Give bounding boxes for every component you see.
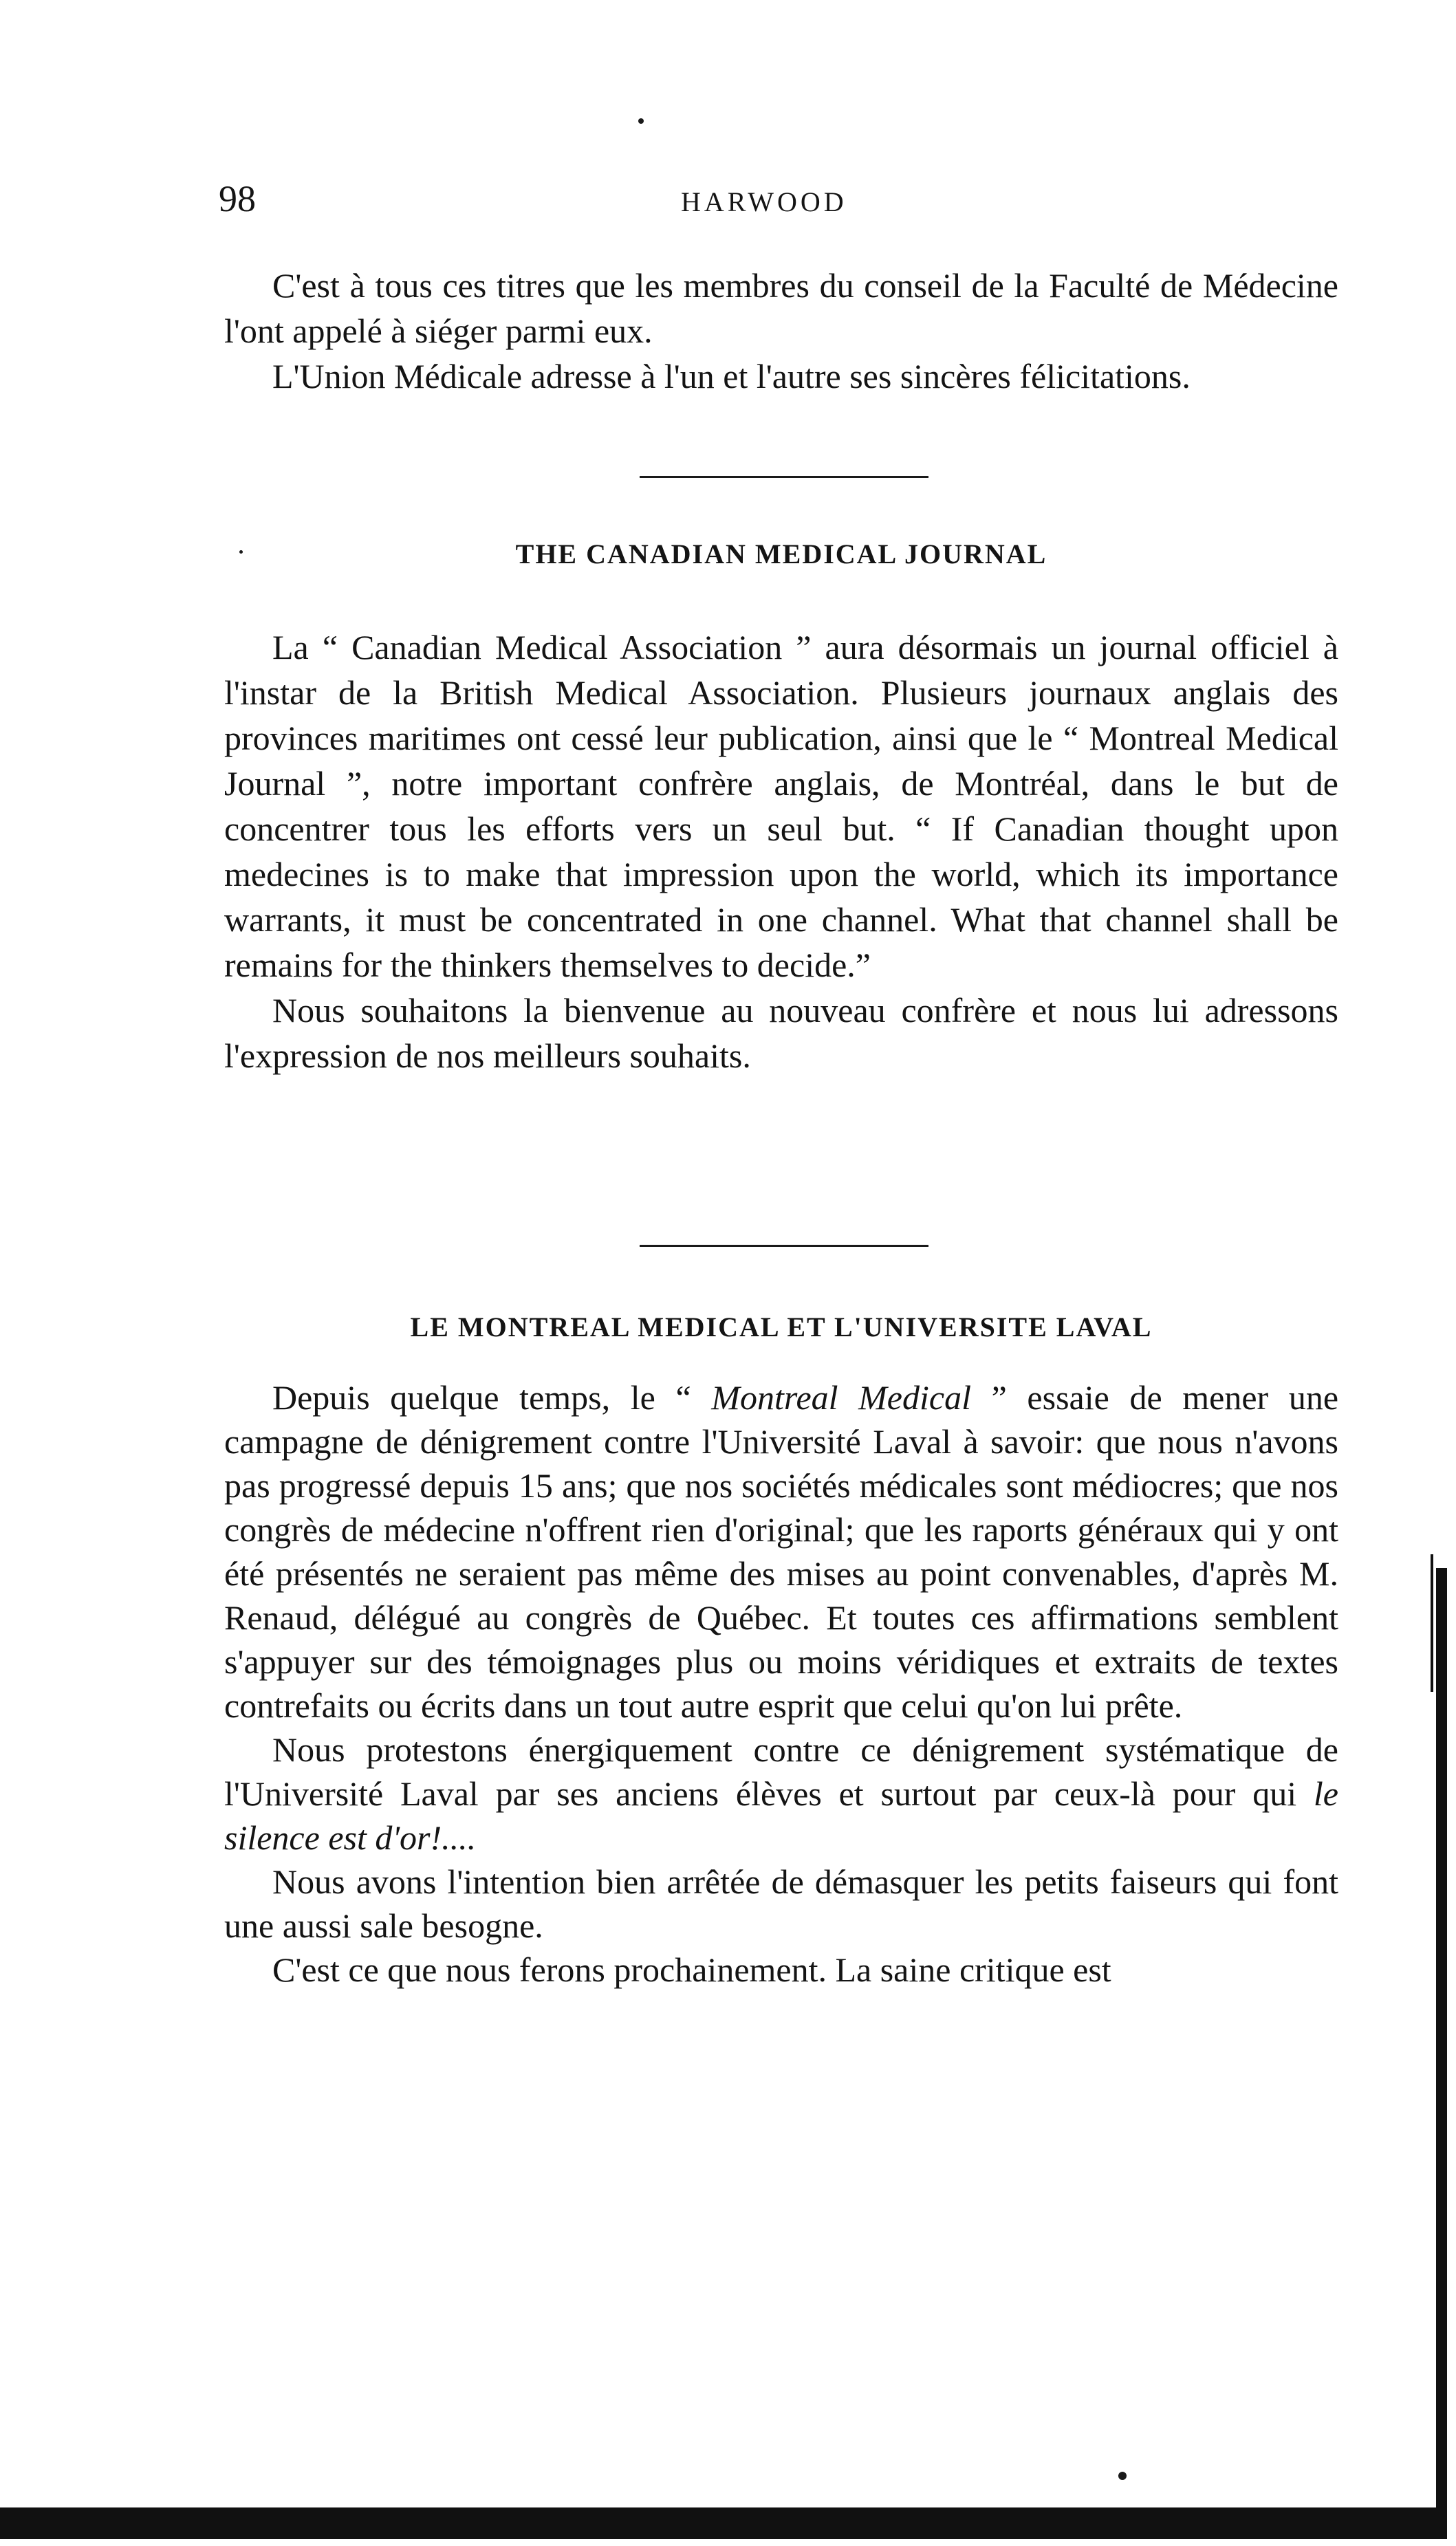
paragraph: L'Union Médicale adresse à l'un et l'autre ses sincères félicitations.: [272, 357, 1191, 395]
paragraph: Nous avons l'intention bien arrêtée de démasquer les petits faiseurs qui font une aussi sale besogne.: [224, 1862, 1338, 1945]
paragraph: [224, 1375, 1338, 1728]
section-body: [224, 624, 1338, 1078]
section-heading: LE MONTREAL MEDICAL ET L'UNIVERSITE LAVAL: [410, 1312, 1153, 1342]
page-number: 98: [219, 178, 256, 219]
paragraph: C'est à tous ces titres que les membres du conseil de la Faculté de Médecine l'ont appelé à siéger parmi eux.: [224, 266, 1338, 350]
paragraph: [224, 1728, 1338, 1860]
text-run: ” essaie de mener une campagne de dénigrement contre l'Université Laval à savoir: que nous n'avons pas progressé depuis 15 ans; que nos sociétés médicales sont médiocres; que nos congrès de médecine n'offrent rien d'original; que les raports généraux qui y ont été présentés ne seraient pas même des mises au point convenables, d'après M. Renaud, délégué au congrès de Québec. Et toutes ces affirmations semblent s'appuyer sur des témoignages plus ou moins véridiques et extraits de textes contrefaits ou écrits dans un tout autre esprit que celui qu'on lui prête.: [224, 1378, 1339, 1725]
section-divider: [640, 476, 928, 478]
text-run: Nous protestons énergiquement contre ce dénigrement systématique de l'Université Laval par ses anciens élèves et surtout par ceux-là pour qui: [224, 1730, 1338, 1813]
italic-text: Montreal Medical: [711, 1378, 971, 1417]
running-head: HARWOOD: [681, 186, 847, 217]
scan-edge-right-thin: [1431, 1554, 1433, 1692]
section-divider: [640, 1245, 928, 1247]
speck: [1118, 2472, 1127, 2480]
scan-edge-bottom: [0, 2507, 1447, 2539]
paragraph: C'est ce que nous ferons prochainement. La saine critique est: [272, 1950, 1111, 1989]
speck: [638, 118, 644, 124]
paragraph: La “ Canadian Medical Association ” aura désormais un journal officiel à l'instar de la British Medical Association. Plusieurs journaux anglais des provinces maritimes ont cessé leur publication, ainsi que le “ Montreal Medical Journal ”, notre important confrère anglais, de Montréal, dans le but de concentrer tous les efforts vers un seul but. “ If Canadian thought upon medecines is to make that impression upon the world, which its importance warrants, it must be concentrated in one channel. What that channel shall be remains for the thinkers themselves to decide.”: [224, 628, 1338, 984]
scan-edge-right: [1436, 1568, 1447, 2531]
paragraph: Nous souhaitons la bienvenue au nouveau confrère et nous lui adressons l'expression de nos meilleurs souhaits.: [224, 991, 1338, 1075]
section-heading: THE CANADIAN MEDICAL JOURNAL: [515, 538, 1047, 569]
section-body: [224, 1375, 1338, 1992]
italic-text: le silence est d'or!....: [224, 1774, 1338, 1857]
intro-block: [224, 263, 1338, 399]
text-run: Depuis quelque temps, le “: [272, 1378, 712, 1417]
